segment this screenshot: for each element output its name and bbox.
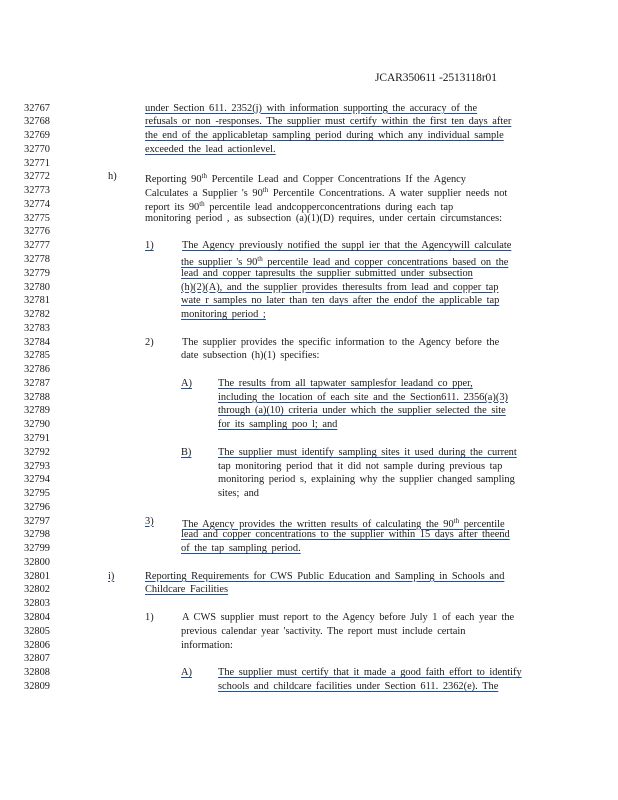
line-text: monitoring period s, explaining why the supplier changed sampling [218, 474, 515, 486]
document-line [0, 418, 618, 432]
document-line [0, 102, 618, 116]
line-text: The Agency provides the written results of calculating the 90th percentile [182, 516, 505, 530]
line-number: 32786 [24, 364, 50, 376]
subsection-label: 1) [145, 240, 154, 252]
line-number: 32800 [24, 556, 50, 568]
subsection-label: A) [181, 377, 192, 389]
line-number: 32798 [24, 529, 50, 541]
line-text: report its 90th percentile lead andcopperconcentrations during each tap [145, 199, 454, 213]
line-number: 32770 [24, 143, 50, 155]
line-number: 32769 [24, 130, 50, 142]
line-text: refusals or non -responses. The supplier must certify within the first ten days after [145, 116, 512, 128]
line-text: The results from all tapwater samplesfor leadand co pper, [218, 377, 473, 389]
line-text: Calculates a Supplier 's 90th Percentile Concentrations. A water supplier needs not [145, 186, 508, 200]
line-number: 32795 [24, 488, 50, 500]
ordinal-superscript: th [453, 516, 460, 525]
document-line [0, 680, 618, 694]
line-number: 32773 [24, 185, 50, 197]
subsection-label: h) [108, 171, 117, 183]
document-line [0, 294, 618, 308]
line-number: 32775 [24, 212, 50, 224]
line-text: date subsection (h)(1) specifies: [181, 350, 320, 362]
document-line [0, 515, 618, 529]
document-line [0, 473, 618, 487]
subsection-label: 1) [145, 611, 154, 623]
line-number: 32807 [24, 653, 50, 665]
document-line [0, 115, 618, 129]
document-line [0, 170, 618, 184]
line-number: 32783 [24, 322, 50, 334]
line-number: 32782 [24, 309, 50, 321]
line-text: The supplier must certify that it made a good faith effort to identify [218, 667, 522, 679]
document-line [0, 363, 618, 377]
ordinal-superscript: th [257, 254, 263, 263]
document-line [0, 198, 618, 212]
line-text: lead and copper tapresults the supplier submitted under subsection [181, 267, 473, 279]
document-line [0, 597, 618, 611]
line-number: 32803 [24, 598, 50, 610]
document-line [0, 570, 618, 584]
subsection-label: A) [181, 667, 192, 679]
line-text: schools and childcare facilities under Section 611. 2362(e). The [218, 680, 499, 692]
line-text: tap monitoring period that it did not sample during previous tap [218, 460, 503, 472]
line-text: previous calendar year 'sactivity. The report must include certain [181, 625, 466, 637]
line-number: 32777 [24, 240, 50, 252]
line-text: The supplier provides the specific information to the Agency before the [182, 336, 500, 348]
ordinal-superscript: th [199, 199, 205, 208]
document-line [0, 432, 618, 446]
line-number: 32785 [24, 350, 50, 362]
line-number: 32793 [24, 460, 50, 472]
line-number: 32802 [24, 584, 50, 596]
line-text: Reporting 90th Percentile Lead and Copper Concentrations If the Agency [145, 172, 466, 186]
line-number: 32772 [24, 171, 50, 183]
document-line [0, 267, 618, 281]
line-text: sites; and [218, 488, 259, 500]
line-number: 32779 [24, 267, 50, 279]
line-number: 32794 [24, 474, 50, 486]
line-number: 32791 [24, 432, 50, 444]
line-number: 32781 [24, 295, 50, 307]
document-line [0, 542, 618, 556]
document-line [0, 501, 618, 515]
line-number: 32805 [24, 625, 50, 637]
line-text: The Agency previously notified the suppl ier that the Agencywill calculate [182, 240, 512, 252]
line-number: 32784 [24, 336, 50, 348]
line-number: 32767 [24, 102, 50, 114]
document-line [0, 583, 618, 597]
line-number: 32776 [24, 226, 50, 238]
line-number: 32778 [24, 253, 50, 265]
document-line [0, 336, 618, 350]
document-line [0, 322, 618, 336]
line-number: 32804 [24, 611, 50, 623]
document-line [0, 404, 618, 418]
line-text: exceeded the lead actionlevel. [145, 143, 276, 155]
subsection-label: B) [181, 446, 192, 458]
ordinal-superscript: th [262, 186, 269, 195]
document-line [0, 349, 618, 363]
line-number: 32774 [24, 198, 50, 210]
document-line [0, 377, 618, 391]
document-line [0, 184, 618, 198]
line-text: including the location of each site and the Section611. 2356(a)(3) [218, 391, 508, 403]
line-number: 32796 [24, 501, 50, 513]
ordinal-superscript: th [201, 172, 207, 181]
line-number: 32799 [24, 543, 50, 555]
document-line [0, 652, 618, 666]
subsection-label: 3) [145, 515, 154, 527]
line-text: information: [181, 639, 233, 651]
document-line [0, 391, 618, 405]
document-line [0, 528, 618, 542]
document-line [0, 487, 618, 501]
document-line [0, 460, 618, 474]
line-number: 32790 [24, 419, 50, 431]
line-text: under Section 611. 2352(j) with information supporting the accuracy of the [145, 102, 478, 114]
document-line [0, 239, 618, 253]
document-line [0, 308, 618, 322]
line-number: 32771 [24, 157, 50, 169]
line-number: 32788 [24, 391, 50, 403]
line-number: 32768 [24, 116, 50, 128]
line-text: the supplier 's 90th percentile lead and copper concentrations based on the [181, 254, 509, 268]
line-text: for its sampling poo l; and [218, 419, 338, 431]
document-line [0, 625, 618, 639]
line-text: the end of the applicabletap sampling period during which any individual sample [145, 130, 504, 142]
line-number: 32809 [24, 680, 50, 692]
line-text: Reporting Requirements for CWS Public Education and Sampling in Schools and [145, 570, 505, 582]
line-text: Childcare Facilities [145, 584, 229, 596]
document-line [0, 556, 618, 570]
document-line [0, 143, 618, 157]
line-text: A CWS supplier must report to the Agency before July 1 of each year the [182, 611, 515, 623]
document-line [0, 225, 618, 239]
line-text: The supplier must identify sampling sites it used during the current [218, 446, 517, 458]
document-line [0, 446, 618, 460]
line-text: through (a)(10) criteria under which the supplier selected the site [218, 405, 506, 417]
line-number: 32780 [24, 281, 50, 293]
document-line [0, 129, 618, 143]
line-number: 32806 [24, 639, 50, 651]
document-line [0, 212, 618, 226]
subsection-label: i) [108, 570, 115, 582]
line-text: of the tap sampling period. [181, 543, 301, 555]
document-id: JCAR350611 -2513118r01 [375, 72, 497, 84]
document-line [0, 666, 618, 680]
document-line [0, 611, 618, 625]
line-text: wate r samples no later than ten days after the endof the applicable tap [181, 295, 500, 307]
line-text: lead and copper concentrations to the supplier within 15 days after theend [181, 529, 510, 541]
document-line [0, 281, 618, 295]
line-number: 32797 [24, 515, 50, 527]
line-number: 32787 [24, 377, 50, 389]
line-text: (h)(2)(A), and the supplier provides theresults from lead and copper tap [181, 281, 499, 293]
line-number: 32789 [24, 405, 50, 417]
document-line [0, 157, 618, 171]
line-number: 32792 [24, 446, 50, 458]
line-text: monitoring period ; [181, 309, 266, 321]
line-number: 32801 [24, 570, 50, 582]
subsection-label: 2) [145, 336, 154, 348]
line-text: monitoring period , as subsection (a)(1)(D) requires, under certain circumstances: [145, 212, 503, 224]
document-line [0, 253, 618, 267]
document-line [0, 639, 618, 653]
line-number: 32808 [24, 667, 50, 679]
